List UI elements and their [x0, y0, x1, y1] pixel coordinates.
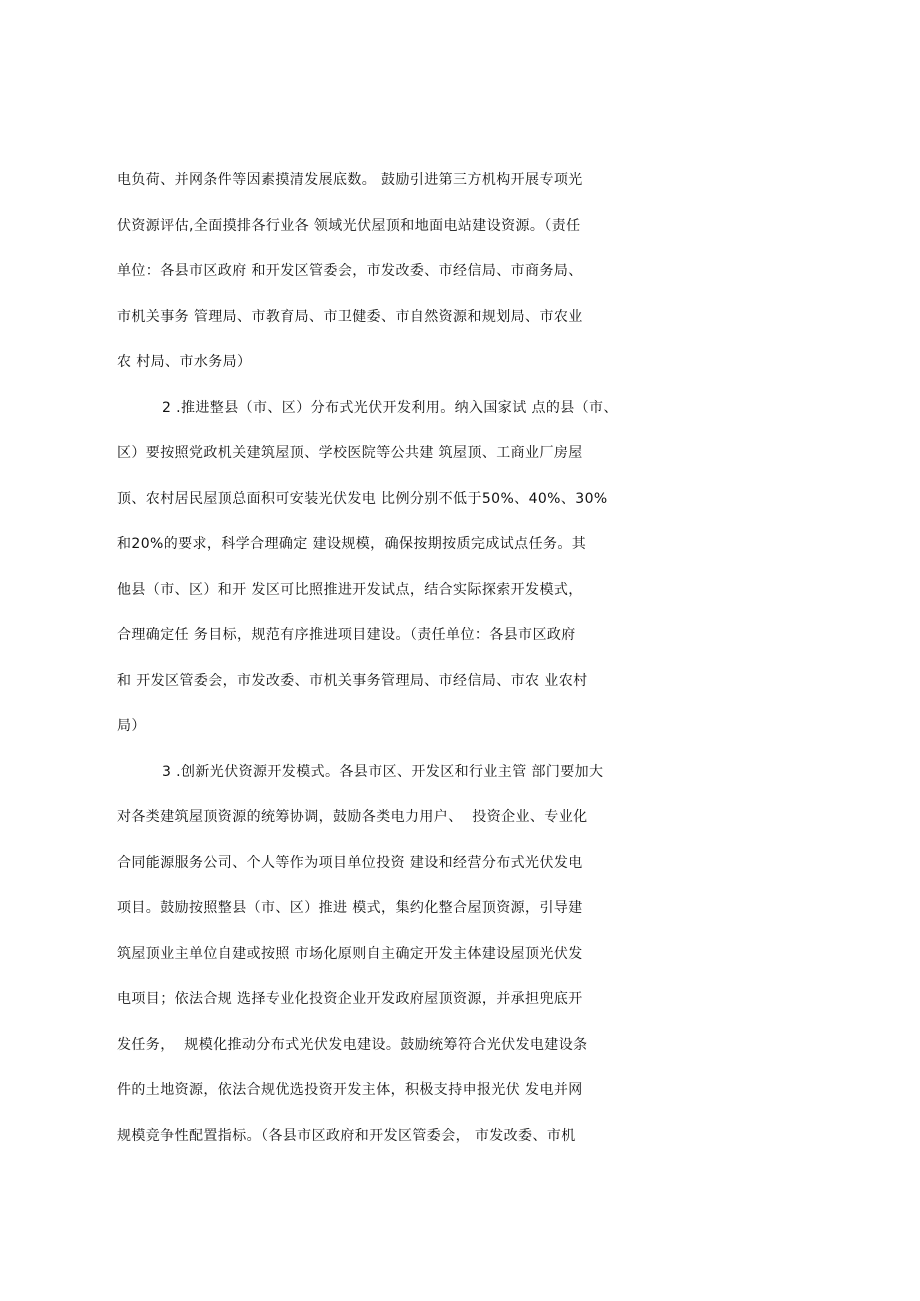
text-line: 电项目；依法合规 选择专业化投资企业开发政府屋顶资源，并承担兜底开 — [117, 991, 583, 1007]
text-line: 2 .推进整县（市、区）分布式光伏开发利用。纳入国家试 点的县（市、 — [162, 399, 618, 416]
text-line: 区）要按照党政机关建筑屋顶、学校医院等公共建 筑屋顶、工商业厂房屋 — [117, 445, 583, 461]
text-line: 筑屋顶业主单位自建或按照 市场化原则自主确定开发主体建设屋顶光伏发 — [117, 945, 583, 962]
text-line: 发任务， 规模化推动分布式光伏发电建设。鼓励统筹符合光伏发电建设条 — [117, 1036, 588, 1053]
text-line: 和 开发区管委会，市发改委、市机关事务管理局、市经信局、市农 业农村 — [117, 672, 588, 689]
text-line: 顶、农村居民屋顶总面积可安装光伏发电 比例分别不低于50%、40%、30% — [117, 490, 608, 507]
text-line: 局） — [117, 718, 146, 734]
text-line: 他县（市、区）和开 发区可比照推进开发试点，结合实际探索开发模式， — [117, 581, 583, 598]
text-line: 单位：各县市区政府 和开发区管委会，市发改委、市经信局、市商务局、 — [117, 263, 583, 279]
text-line: 和20%的要求，科学合理确定 建设规模，确保按期按质完成试点任务。其 — [117, 536, 587, 552]
text-line: 件的土地资源，依法合规优选投资开发主体，积极支持申报光伏 发电并网 — [117, 1082, 583, 1098]
text-line: 3 .创新光伏资源开发模式。各县市区、开发区和行业主管 部门要加大 — [162, 763, 604, 780]
text-line: 合同能源服务公司、个人等作为项目单位投资 建设和经营分布式光伏发电 — [117, 854, 583, 871]
text-line: 农 村局、市水务局） — [117, 354, 252, 370]
text-line: 对各类建筑屋顶资源的统筹协调，鼓励各类电力用户、 投资企业、专业化 — [117, 809, 588, 825]
text-line: 电负荷、并网条件等因素摸清发展底数。 鼓励引进第三方机构开展专项光 — [117, 172, 583, 188]
text-line: 市机关事务 管理局、市教育局、市卫健委、市自然资源和规划局、市农业 — [117, 308, 583, 325]
document-body — [117, 158, 837, 1159]
text-line: 规模竞争性配置指标。（各县市区政府和开发区管委会， 市发改委、市机 — [117, 1127, 576, 1144]
text-line: 项目。鼓励按照整县（市、区）推进 模式，集约化整合屋顶资源，引导建 — [117, 900, 583, 916]
text-line: 伏资源评估,全面摸排各行业各 领域光伏屋顶和地面电站建设资源。（责任 — [117, 217, 581, 234]
text-line: 合理确定任 务目标，规范有序推进项目建设。（责任单位：各县市区政府 — [117, 627, 576, 643]
